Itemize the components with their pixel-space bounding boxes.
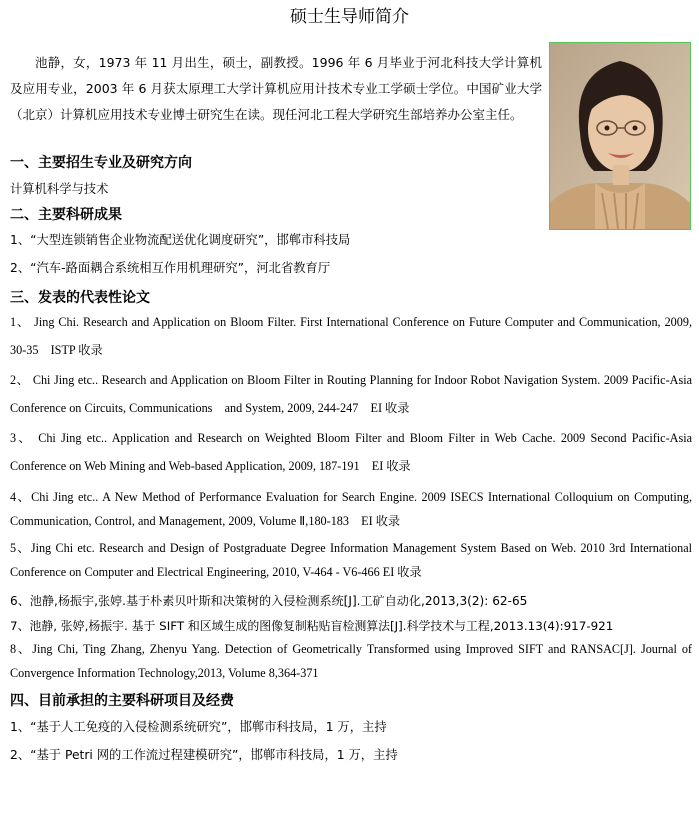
paper-item: 1、 Jing Chi. Research and Application on Bloom Filter. First International Conference on Future Computer and Communication, 2009, 30-35 ISTP 收录 <box>10 315 692 357</box>
recruitment-major: 计算机科学与技术 <box>10 182 109 196</box>
intro-paragraph: 池静，女，1973 年 11 月出生，硕士，副教授。1996 年 6 月毕业于河北科技大学计算机及应用专业，2003 年 6 月获太原理工大学计算机应用计技术专业工学硕士学位。中国矿业大学（北京）计算机应用技术专业博士研究生在读。现任河北工程大学研究生部培养办公室主任。 <box>10 55 542 122</box>
portrait-image <box>550 43 690 229</box>
section-heading-projects: 四、目前承担的主要科研项目及经费 <box>10 693 234 709</box>
paper-item: 4、Chi Jing etc.. A New Method of Performance Evaluation for Search Engine. 2009 ISECS International Colloquium on Computing, Communication, Control, and Management, 2009, Volume Ⅱ,180-183 EI 收录 <box>10 490 692 528</box>
section-heading-recruitment: 一、主要招生专业及研究方向 <box>10 155 192 171</box>
project-item: 1、“基于人工免疫的入侵检测系统研究”，邯郸市科技局，1 万，主持 <box>10 720 387 734</box>
project-item: 2、“基于 Petri 网的工作流过程建模研究”，邯郸市科技局，1 万，主持 <box>10 748 398 762</box>
page-title: 硕士生导师简介 <box>290 7 409 27</box>
paper-item: 2、 Chi Jing etc.. Research and Application on Bloom Filter in Routing Planning for Indoor Robot Navigation System. 2009 Pacific-Asia Conference on Circuits, Communications and System, 2009, 244-247 EI 收录 <box>10 373 692 415</box>
research-result-item: 1、“大型连锁销售企业物流配送优化调度研究”，邯郸市科技局 <box>10 233 351 247</box>
paper-item: 8、Jing Chi, Ting Zhang, Zhenyu Yang. Detection of Geometrically Transformed using Improved SIFT and RANSAC[J]. Journal of Convergence Information Technology,2013, Volume 8,364-371 <box>10 642 692 680</box>
portrait-photo <box>549 42 691 230</box>
paper-item: 3、 Chi Jing etc.. Application and Research on Weighted Bloom Filter and Bloom Filter in Web Cache. 2009 Second Pacific-Asia Conference on Web Mining and Web-based Application, 2009, 187-191 EI 收录 <box>10 431 692 473</box>
paper-item: 7、池静, 张婷,杨振宇. 基于 SIFT 和区域生成的图像复制粘贴盲检测算法[J].科学技术与工程,2013.13(4):917-921 <box>10 619 614 633</box>
research-result-item: 2、“汽车-路面耦合系统相互作用机理研究”，河北省教育厅 <box>10 261 331 275</box>
section-heading-research-results: 二、主要科研成果 <box>10 207 122 223</box>
section-heading-papers: 三、发表的代表性论文 <box>10 290 150 306</box>
paper-item: 5、Jing Chi etc. Research and Design of Postgraduate Degree Information Management System Based on Web. 2010 3rd International Conference on Computer and Electrical Engineering, 2010, V-464 - V6-466 EI 收录 <box>10 541 692 579</box>
paper-item: 6、池静,杨振宇,张婷.基于朴素贝叶斯和决策树的入侵检测系统[J].工矿自动化,2013,3(2): 62-65 <box>10 594 528 608</box>
